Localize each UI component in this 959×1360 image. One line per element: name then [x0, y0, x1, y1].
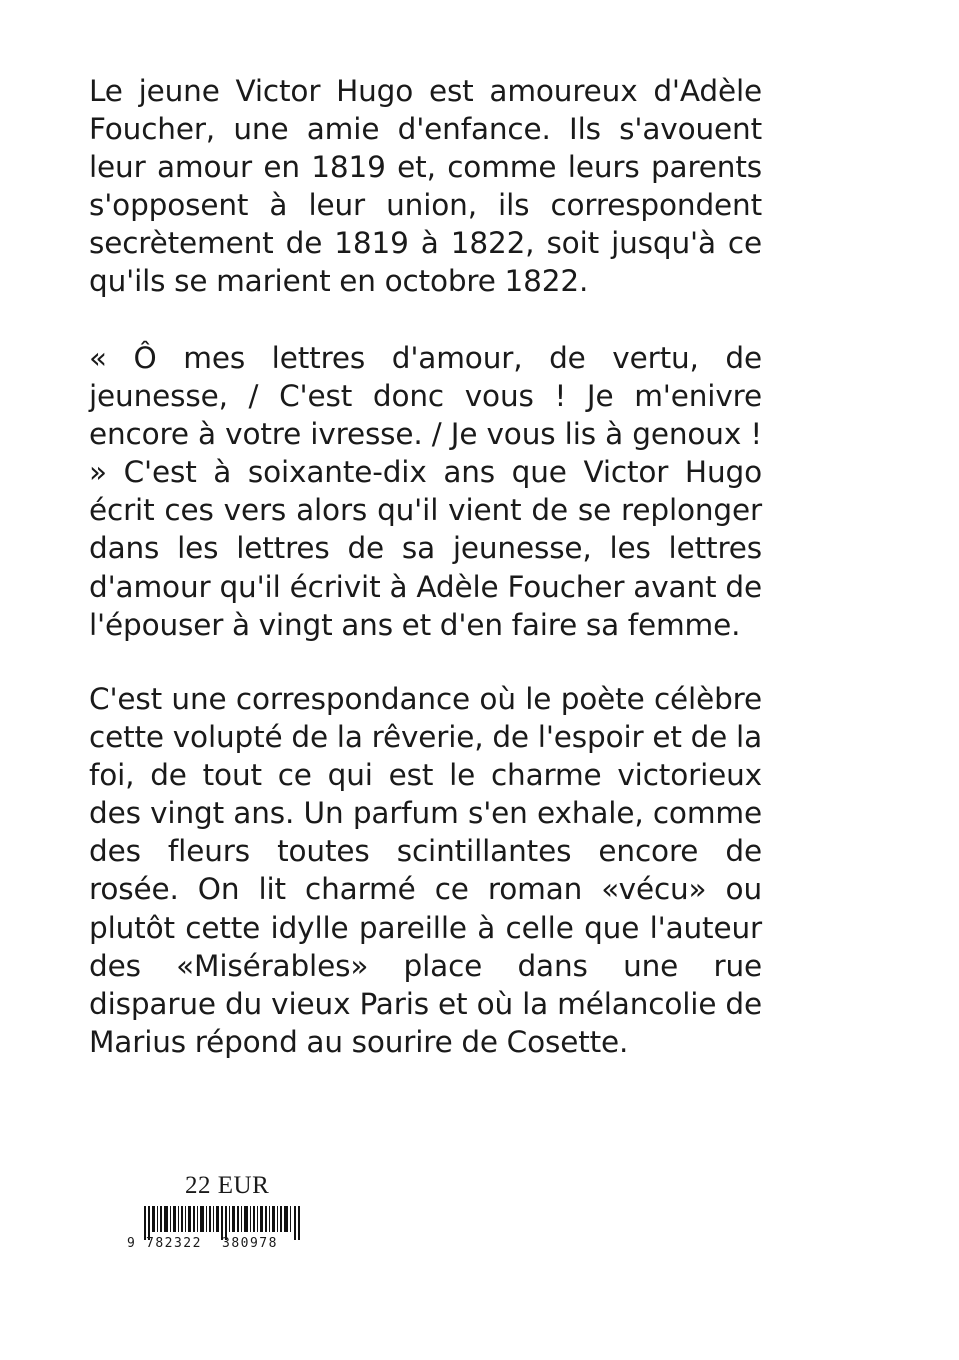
paragraph-text: Le jeune Victor Hugo est amoureux d'Adèle Foucher, une amie d'enfance. Ils s'avouent leur amour en 1819 et, comme leurs parents s'opposent à leur union, ils correspondent secrètement de 1819 à 1822, soit jusqu'à ce qu'ils se marient en octobre 1822.	[89, 74, 762, 299]
paragraph-text: C'est une correspondance où le poète célèbre cette volupté de la rêverie, de l'espoir et de la foi, de tout ce qui est le charme victorieux des vingt ans. Un parfum s'en exhale, comme des fleurs toutes scintillantes encore de rosée. On lit charmé ce roman «vécu» ou plutôt cette idylle pareille à celle que l'auteur des «Misérables» place dans une rue disparue du vieux Paris et où la mélancolie de Marius répond au sourire de Cosette.	[89, 682, 762, 1059]
summary-paragraph-2	[89, 339, 762, 644]
isbn-digits-right: 380978	[222, 1236, 278, 1251]
summary-paragraph-1	[89, 72, 762, 301]
paragraph-text: « Ô mes lettres d'amour, de vertu, de jeunesse, / C'est donc vous ! Je m'enivre encore à votre ivresse. / Je vous lis à genoux ! » C'est à soixante-dix ans que Victor Hugo écrit ces vers alors qu'il vient de se replonger dans les lettres de sa jeunesse, les lettres d'amour qu'il écrivit à Adèle Foucher avant de l'épouser à vingt ans et d'en faire sa femme.	[89, 341, 762, 642]
summary-paragraph-3	[89, 680, 762, 1061]
isbn-digits-left: 782322	[146, 1236, 202, 1251]
isbn-lead-digit: 9	[127, 1236, 135, 1251]
price-label: 22 EUR	[185, 1172, 270, 1199]
isbn-barcode	[127, 1206, 302, 1256]
barcode-icon	[144, 1206, 302, 1240]
